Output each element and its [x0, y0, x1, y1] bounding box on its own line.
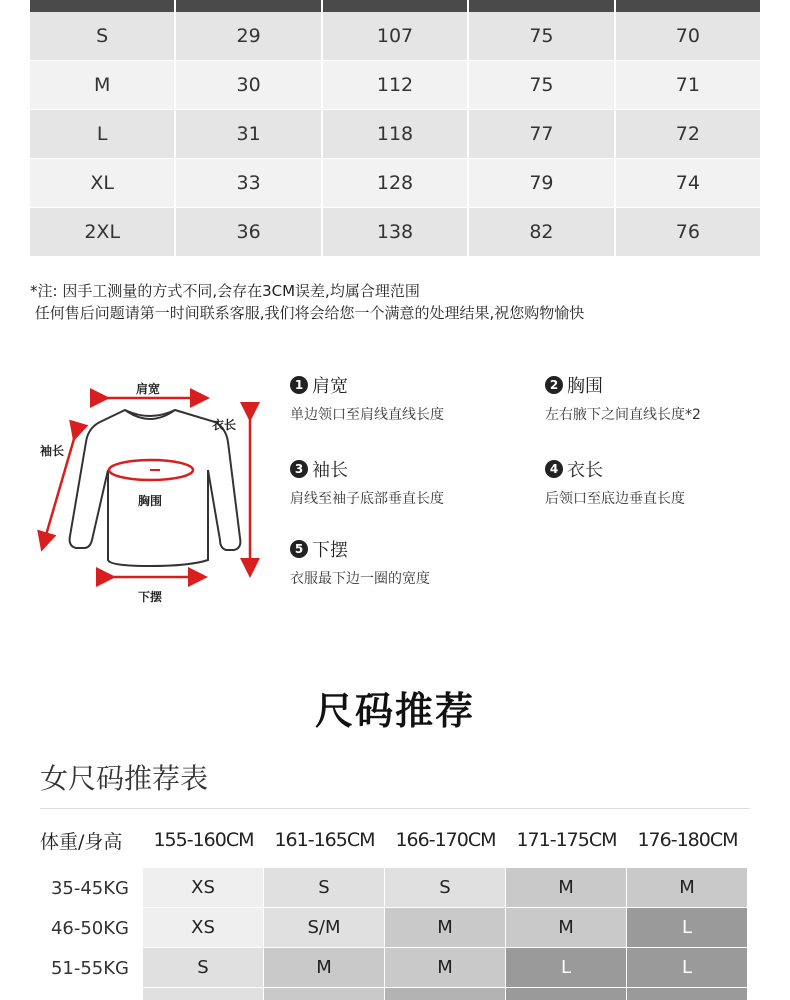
header-cell: 155-160CM	[153, 829, 254, 851]
definition-desc: 左右腋下之间直线长度*2	[545, 407, 701, 423]
note-line: 任何售后问题请第一时间联系客服,我们将会给您一个满意的处理结果,祝您购物愉快	[30, 304, 585, 322]
size-cell: 118	[323, 110, 467, 159]
table-row	[30, 159, 760, 208]
size-cell: 107	[323, 12, 467, 61]
size-cell: L	[30, 110, 174, 159]
definition-desc: 后领口至底边垂直长度	[545, 491, 685, 507]
size-cell: 33	[176, 159, 320, 208]
size-recommend-cell: L	[506, 948, 627, 988]
size-cell: S	[30, 12, 174, 61]
size-cell: 138	[323, 208, 467, 257]
number-badge-icon: 4	[545, 460, 563, 478]
number-badge-icon: 1	[290, 376, 308, 394]
size-recommend-cell	[264, 988, 385, 1000]
size-cell: 74	[616, 159, 760, 208]
size-recommend-cell: S	[264, 868, 385, 908]
size-recommend-cell	[627, 988, 748, 1000]
size-recommend-cell: M	[264, 948, 385, 988]
size-cell: 36	[176, 208, 320, 257]
header-cell: 176-180CM	[637, 829, 738, 851]
size-recommend-cell: XS	[143, 908, 264, 948]
definition-title: 衣长	[567, 460, 603, 481]
size-recommend-cell: M	[506, 908, 627, 948]
size-cell: 76	[616, 208, 760, 257]
table-row	[30, 12, 760, 61]
definition-hem	[290, 536, 530, 588]
size-recommend-cell: S	[143, 948, 264, 988]
weight-label: 35-45KG	[50, 877, 129, 899]
definition-title: 肩宽	[312, 376, 348, 397]
header-cell	[176, 0, 320, 12]
size-recommend-cell: M	[385, 908, 506, 948]
size-cell: 75	[469, 12, 613, 61]
table-row	[40, 948, 750, 988]
size-cell: 71	[616, 61, 760, 110]
weight-label: 46-50KG	[50, 917, 129, 939]
measurement-diagram	[30, 370, 260, 610]
size-cell: 75	[469, 61, 613, 110]
size-recommend-cell	[385, 988, 506, 1000]
table-title: 女尺码推荐表	[40, 762, 209, 795]
size-recommend-cell: S	[385, 868, 506, 908]
size-cell: 112	[323, 61, 467, 110]
section-title: 尺码推荐	[314, 689, 475, 733]
diagram-label-hem: 下摆	[138, 590, 163, 604]
header-cell: 161-165CM	[274, 829, 375, 851]
table-row	[30, 61, 760, 110]
size-recommend-cell: S/M	[264, 908, 385, 948]
shirt-illustration	[30, 370, 260, 610]
diagram-label-length: 衣长	[212, 418, 237, 432]
size-cell: 2XL	[30, 208, 174, 257]
size-cell: 70	[616, 12, 760, 61]
definition-desc: 单边领口至肩线直线长度	[290, 407, 444, 423]
definition-title: 袖长	[312, 460, 348, 481]
size-table-header	[30, 0, 760, 12]
size-cell: 29	[176, 12, 320, 61]
definition-title: 胸围	[567, 376, 603, 397]
header-cell	[616, 0, 760, 12]
size-recommend-cell: L	[627, 948, 748, 988]
recommend-rows	[40, 868, 750, 1000]
table-row	[40, 908, 750, 948]
size-cell: 128	[323, 159, 467, 208]
size-recommend-cell	[506, 988, 627, 1000]
recommend-table	[40, 818, 750, 1000]
size-recommend-cell	[143, 988, 264, 1000]
table-row	[40, 868, 750, 908]
weight-label: 51-55KG	[50, 957, 129, 979]
weight-label	[40, 988, 143, 1000]
number-badge-icon: 5	[290, 540, 308, 558]
definition-length	[545, 456, 785, 508]
table-row	[30, 208, 760, 257]
size-recommend-cell: M	[627, 868, 748, 908]
divider	[40, 808, 750, 809]
recommend-header	[40, 818, 750, 862]
diagram-label-sleeve: 袖长	[40, 444, 65, 458]
diagram-label-shoulder: 肩宽	[136, 382, 161, 396]
size-cell: 30	[176, 61, 320, 110]
header-cell: 166-170CM	[395, 829, 496, 851]
header-cell: 体重/身高	[40, 830, 123, 853]
size-recommend-cell: M	[506, 868, 627, 908]
definition-sleeve	[290, 456, 530, 508]
definition-desc: 肩线至袖子底部垂直长度	[290, 491, 444, 507]
number-badge-icon: 3	[290, 460, 308, 478]
size-recommend-cell: M	[385, 948, 506, 988]
definition-desc: 衣服最下边一圈的宽度	[290, 571, 430, 587]
header-cell	[323, 0, 467, 12]
diagram-label-chest: 胸围	[138, 494, 163, 508]
size-cell: 79	[469, 159, 613, 208]
number-badge-icon: 2	[545, 376, 563, 394]
definition-chest	[545, 372, 785, 424]
header-cell	[469, 0, 613, 12]
size-table	[30, 0, 760, 257]
note-line: *注: 因手工测量的方式不同,会存在3CM误差,均属合理范围	[30, 282, 420, 300]
size-cell: XL	[30, 159, 174, 208]
size-cell: 31	[176, 110, 320, 159]
header-cell	[30, 0, 174, 12]
size-cell: M	[30, 61, 174, 110]
size-recommend-cell: XS	[143, 868, 264, 908]
size-cell: 72	[616, 110, 760, 159]
table-row	[30, 110, 760, 159]
size-cell: 77	[469, 110, 613, 159]
measurement-note	[30, 280, 584, 324]
table-row	[40, 988, 750, 1000]
header-cell: 171-175CM	[516, 829, 617, 851]
size-cell: 82	[469, 208, 613, 257]
size-recommend-cell: L	[627, 908, 748, 948]
definition-shoulder	[290, 372, 530, 424]
definition-title: 下摆	[312, 540, 348, 561]
